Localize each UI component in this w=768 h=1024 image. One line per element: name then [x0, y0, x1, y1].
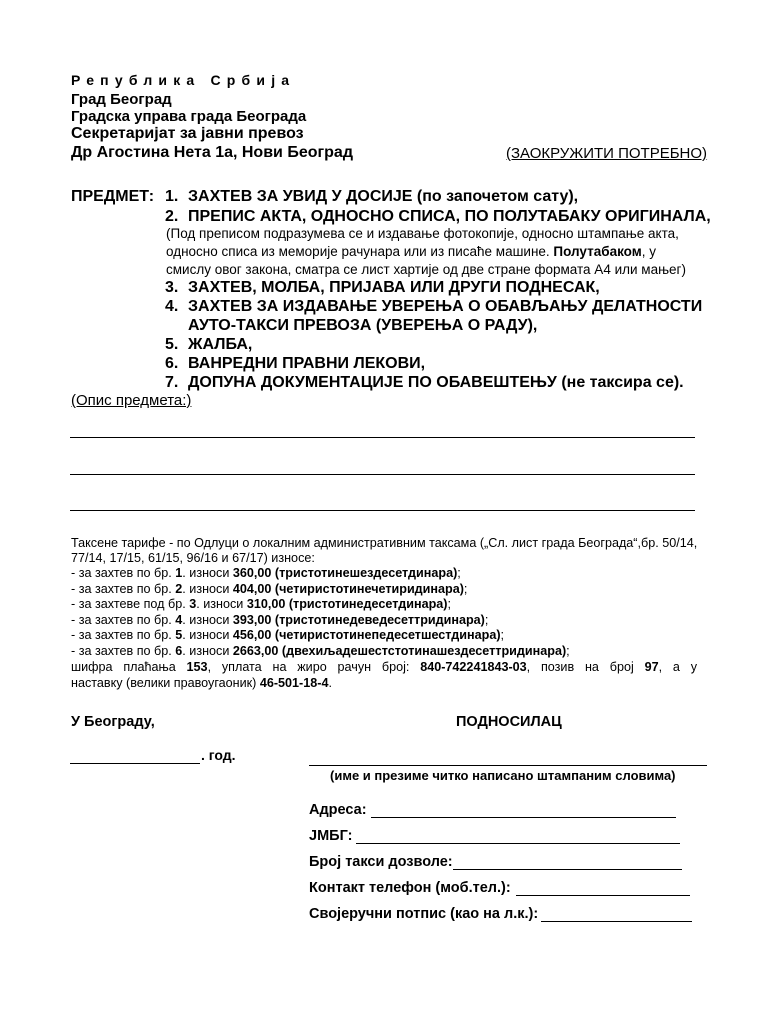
fee-text: . износи — [196, 597, 247, 611]
subject-label: ПРЕДМЕТ: — [71, 188, 155, 205]
payment-code: 153 — [186, 660, 208, 674]
fee-text: ; — [566, 644, 570, 658]
payment-reference: 97 — [644, 660, 659, 674]
secretariat-heading: Секретаријат за јавни превоз — [71, 125, 304, 142]
payment-text: наставку (велики правоугаоник) — [71, 676, 260, 690]
subject-item-number: 1. — [165, 188, 179, 205]
subject-item-number: 3. — [165, 279, 179, 296]
fee-amount: 456,00 (четиристотинепедесетшестдинара) — [232, 628, 501, 642]
copy-note-line: (Под преписом подразумева се и издавање фотокопије, односно штампање акта, — [166, 226, 679, 241]
fee-row — [71, 613, 488, 627]
fee-number: 6 — [175, 644, 183, 658]
fee-text: . износи — [182, 644, 233, 658]
city-heading: Град Београд — [71, 91, 172, 108]
fee-text: - за захтев по бр. — [71, 582, 176, 596]
copy-note-line: смислу овог закона, сматра се лист хартије од две стране формата А4 или мањег) — [166, 262, 686, 277]
fee-text: . износи — [182, 582, 233, 596]
fee-number: 3 — [189, 597, 197, 611]
fee-amount: 393,00 (тристотинедеведесеттридинара) — [232, 613, 485, 627]
subject-item-continued: АУТО-ТАКСИ ПРЕВОЗА (УВЕРЕЊА О РАДУ), — [188, 317, 538, 334]
subject-item: ЗАХТЕВ, МОЛБА, ПРИЈАВА ИЛИ ДРУГИ ПОДНЕСАК, — [188, 279, 600, 296]
address-field-label: Адреса: — [309, 802, 367, 818]
payment-text: , а у — [658, 660, 697, 674]
address-field-line[interactable] — [371, 817, 676, 818]
fee-text: - за захтев по бр. — [71, 613, 176, 627]
fee-text: - за захтев по бр. — [71, 628, 176, 642]
circle-note: (ЗАОКРУЖИТИ ПОТРЕБНО) — [506, 145, 708, 162]
subject-item-number: 2. — [165, 208, 179, 225]
copy-note-term: Полутабаком — [553, 244, 642, 259]
description-line[interactable] — [70, 510, 695, 511]
fee-row — [71, 566, 461, 580]
fee-text: - за захтев по бр. — [71, 644, 176, 658]
payment-text: , уплата на жиро рачун број: — [207, 660, 421, 674]
license-field-line[interactable] — [453, 869, 682, 870]
fee-number: 5 — [175, 628, 183, 642]
fee-text: . износи — [182, 628, 233, 642]
fee-text: ; — [463, 582, 468, 596]
fees-intro: Таксене тарифе - по Одлуци о локалним административним таксама („Сл. лист града Београда“,бр. 50/14, — [71, 536, 698, 550]
fee-number: 2 — [175, 582, 183, 596]
fee-amount: 2663,00 (двехиљадешестстотинашездесеттридинара) — [232, 644, 567, 658]
fee-row — [71, 644, 570, 658]
subject-item: ДОПУНА ДОКУМЕНТАЦИЈЕ ПО ОБАВЕШТЕЊУ (не таксира се). — [188, 374, 684, 391]
signature-field-line[interactable] — [541, 921, 692, 922]
signature-field-label: Својеручни потпис (као на л.к.): — [309, 906, 539, 922]
subject-item: ЗАХТЕВ ЗА УВИД У ДОСИЈЕ (по започетом сату), — [188, 188, 579, 205]
payment-account: 840-742241843-03 — [420, 660, 527, 674]
fee-number: 1 — [175, 566, 183, 580]
place-label: У Београду, — [71, 714, 155, 730]
name-signature-line[interactable] — [309, 765, 707, 766]
description-line[interactable] — [70, 437, 695, 438]
payment-line — [71, 676, 332, 690]
fee-text: ; — [457, 566, 461, 580]
date-line[interactable] — [70, 763, 200, 764]
fee-row — [71, 628, 504, 642]
copy-note-text: , у — [641, 244, 656, 259]
applicant-heading: ПОДНОСИЛАЦ — [456, 714, 562, 730]
year-suffix: . год. — [201, 747, 236, 763]
payment-text: шифра плаћања — [71, 660, 187, 674]
fee-row — [71, 597, 451, 611]
phone-field-line[interactable] — [516, 895, 690, 896]
payment-text: , позив на број — [526, 660, 645, 674]
subject-item-number: 7. — [165, 374, 179, 391]
subject-item-number: 4. — [165, 298, 179, 315]
fee-amount: 310,00 (тристотинедесетдинара) — [246, 597, 448, 611]
payment-text: . — [328, 676, 332, 690]
subject-item: ВАНРЕДНИ ПРАВНИ ЛЕКОВИ, — [188, 355, 426, 372]
subject-item-number: 5. — [165, 336, 179, 353]
republic-heading: Република Србија — [71, 72, 296, 88]
subject-item: ПРЕПИС АКТА, ОДНОСНО СПИСА, ПО ПОЛУТАБАКУ ОРИГИНАЛА, — [188, 208, 711, 225]
fee-text: - за захтеве под бр. — [71, 597, 190, 611]
subject-item: ЗАХТЕВ ЗА ИЗДАВАЊЕ УВЕРЕЊА О ОБАВЉАЊУ ДЕЛАТНОСТИ — [188, 298, 703, 315]
copy-note-line — [166, 244, 656, 259]
name-hint: (име и презиме читко написано штампаним словима) — [330, 768, 676, 783]
phone-field-label: Контакт телефон (моб.тел.): — [309, 880, 511, 896]
address-heading: Др Агостина Нета 1а, Нови Београд — [71, 144, 353, 161]
jmbg-field-line[interactable] — [356, 843, 680, 844]
payment-suffix: 46-501-18-4 — [259, 676, 329, 690]
fee-text: ; — [484, 613, 489, 627]
fee-amount: 404,00 (четиристотинечетиридинара) — [232, 582, 464, 596]
fee-number: 4 — [175, 613, 183, 627]
payment-line — [71, 660, 697, 674]
fees-intro: 77/14, 17/15, 61/15, 96/16 и 67/17) износе: — [71, 551, 315, 565]
fee-text: ; — [447, 597, 451, 611]
subject-item: ЖАЛБА, — [188, 336, 253, 353]
fee-row — [71, 582, 467, 596]
fee-text: - за захтев по бр. — [71, 566, 176, 580]
copy-note-text: односно списа из меморије рачунара или из писаће машине. — [166, 244, 554, 259]
fee-amount: 360,00 (тристотинешездесетдинара) — [232, 566, 458, 580]
fee-text: . износи — [182, 566, 233, 580]
jmbg-field-label: ЈМБГ: — [309, 828, 353, 844]
description-line[interactable] — [70, 474, 695, 475]
description-label: (Опис предмета:) — [71, 392, 192, 409]
license-field-label: Број такси дозволе: — [309, 854, 453, 870]
fee-text: . износи — [182, 613, 233, 627]
fee-text: ; — [500, 628, 505, 642]
subject-item-number: 6. — [165, 355, 179, 372]
administration-heading: Градска управа града Београда — [71, 108, 307, 125]
